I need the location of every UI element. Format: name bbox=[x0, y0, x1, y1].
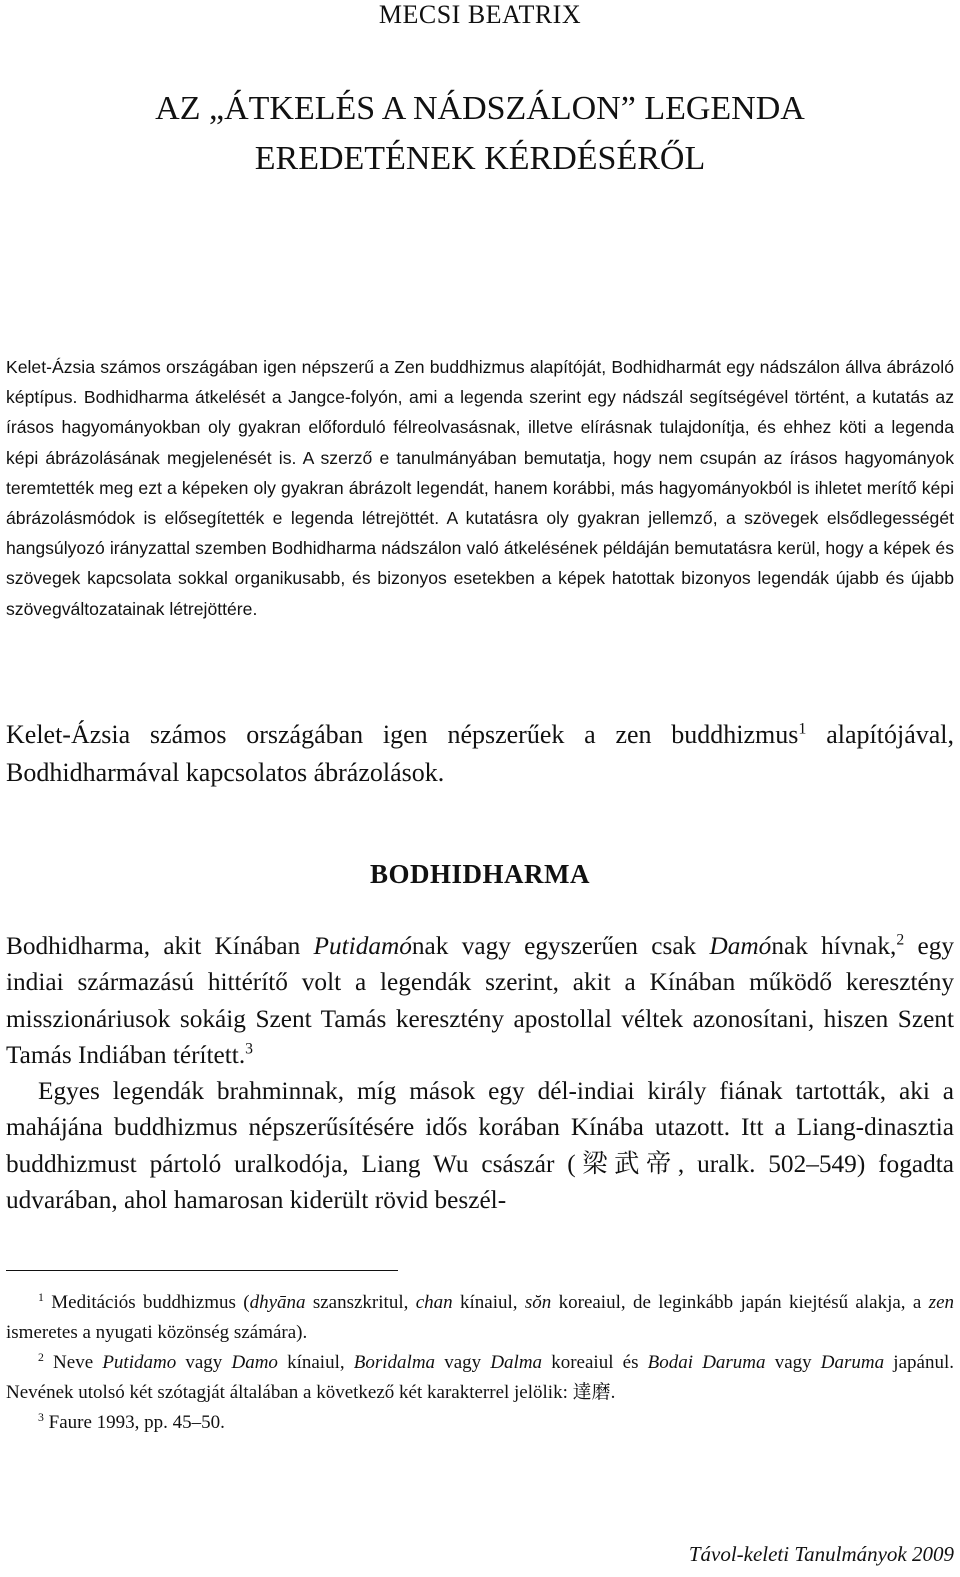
footnote-text-run: kínaiul, bbox=[277, 1352, 354, 1373]
term-zen: zen bbox=[928, 1292, 954, 1313]
body-paragraph-1 bbox=[6, 928, 954, 1073]
footnote-text-run: vagy bbox=[765, 1352, 821, 1373]
article-title-line-1: AZ „ÁTKELÉS A NÁDSZÁLON” LEGENDA bbox=[155, 90, 805, 127]
footnote-text-run: szanszkritul, bbox=[305, 1292, 416, 1313]
term-daruma: Daruma bbox=[820, 1352, 885, 1373]
footnote-separator bbox=[6, 1270, 398, 1271]
footnote-text-run: Neve bbox=[43, 1352, 103, 1373]
term-son: sŏn bbox=[524, 1292, 552, 1313]
journal-footer: Távol-keleti Tanulmányok 2009 bbox=[688, 1542, 954, 1566]
term-dalma: Dalma bbox=[490, 1352, 543, 1373]
body-text-run: nak hívnak, bbox=[771, 932, 897, 960]
body-text-run: egy indiai származású hittérítő volt a legendák szerint, akit a Kínában működő keresztény misszionáriusok sokáig Szent Tamás keresztény apostollal véltek azonosítani, hiszen Szent Tamás Indiában térített. bbox=[6, 932, 955, 1069]
footnote-number: 1 bbox=[38, 1290, 44, 1304]
body-text bbox=[6, 928, 954, 1218]
term-boridalma: Boridalma bbox=[353, 1352, 436, 1373]
footnote-ref-1[interactable]: 1 bbox=[798, 720, 807, 738]
footnote-2 bbox=[6, 1348, 954, 1408]
footnote-text-run: koreaiul és bbox=[542, 1352, 648, 1373]
term-chan: chan bbox=[415, 1292, 453, 1313]
lead-text-end: alapítójával, Bodhidharmával kapcsolatos ábrázolások. bbox=[6, 720, 955, 787]
lead-paragraph bbox=[6, 716, 954, 792]
term-putidamo: Putidamo bbox=[102, 1352, 177, 1373]
body-text-run: nak vagy egyszerűen csak bbox=[411, 932, 710, 960]
body-text-run: Bodhidharma, akit Kínában bbox=[6, 932, 314, 960]
footnote-1 bbox=[6, 1288, 954, 1348]
author-name: MECSI BEATRIX bbox=[378, 0, 582, 29]
footnote-text-run: vagy bbox=[176, 1352, 232, 1373]
footnote-number: 3 bbox=[38, 1410, 44, 1424]
lead-text-start: Kelet-Ázsia számos országában igen népszerűek a zen buddhizmus bbox=[6, 720, 799, 749]
footnote-3 bbox=[6, 1408, 954, 1438]
footnote-text-run: kínaiul, bbox=[452, 1292, 525, 1313]
footnote-text-run: Meditációs buddhizmus ( bbox=[43, 1292, 250, 1313]
body-paragraph-2: Egyes legendák brahminnak, míg mások egy dél-indiai király fiának tartották, aki a mahájána buddhizmus népszerűsítésére idős korában Kínába utazott. Itt a Liang-dinasztia buddhizmust pártoló uralkodója, Liang Wu császár (梁武帝, uralk. 502–549) fogadta udvarában, ahol hamarosan kiderült rövid beszél- bbox=[6, 1077, 954, 1215]
abstract-paragraph: Kelet-Ázsia számos országában igen népszerű a Zen buddhizmus alapítóját, Bodhidharmát egy nádszálon állva ábrázoló képtípus. Bodhidharma átkelését a Jangce-folyón, ami a legenda szerint egy nádszál segítségével történt, a kutatás az írásos hagyományokban oly gyakran előforduló félreolvasásnak, illetve elírásnak tulajdonítja, és ehhez köti a legenda képi ábrázolásának megjelenését is. A szerző e tanulmányában bemutatja, hogy nem csupán az írásos hagyományok teremtették meg ezt a képeken oly gyakran ábrázolt legendát, hanem korábbi, más hagyományokból is ihletet merítő képi ábrázolásmódok is elősegítették e legenda létrejöttét. A kutatásra oly gyakran jellemző, a szövegek elsődlegességét hangsúlyozó irányzattal szemben Bodhidharma nádszálon való átkelésének példáján bemutatásra kerül, hogy a képek és szövegek kapcsolata sokkal organikusabb, és bizonyos esetekben a képek hatottak bizonyos legendák újabb és újabb szövegváltozatainak létrejöttére. bbox=[6, 357, 954, 619]
footnote-ref-3[interactable]: 3 bbox=[245, 1040, 254, 1058]
footnote-text-run: Faure 1993, pp. 45–50. bbox=[43, 1412, 225, 1433]
term-damo: Damo bbox=[231, 1352, 278, 1373]
footnote-text-run: koreaiul, de leginkább japán kiejtésű alakja, a bbox=[551, 1292, 929, 1313]
footnotes bbox=[6, 1288, 954, 1438]
term-bodai-daruma: Bodai Daruma bbox=[647, 1352, 766, 1373]
section-heading: BODHIDHARMA bbox=[370, 859, 590, 889]
article-title-line-2: EREDETÉNEK KÉRDÉSÉRŐL bbox=[254, 140, 706, 177]
term-dhyana: dhyāna bbox=[249, 1292, 306, 1313]
article-title bbox=[0, 84, 960, 184]
name-putidamo: Putidamó bbox=[313, 932, 412, 960]
footnote-text-run: ismeretes a nyugati közönség számára). bbox=[6, 1322, 308, 1343]
footnote-number: 2 bbox=[38, 1350, 44, 1364]
footnote-text-run: japánul. Nevének utolsó két szótagját általában a következő két karakterrel jelölik: 達磨. bbox=[6, 1352, 954, 1403]
footnote-text-run: vagy bbox=[435, 1352, 491, 1373]
name-damo: Damó bbox=[709, 932, 772, 960]
footnote-ref-2[interactable]: 2 bbox=[896, 931, 905, 949]
